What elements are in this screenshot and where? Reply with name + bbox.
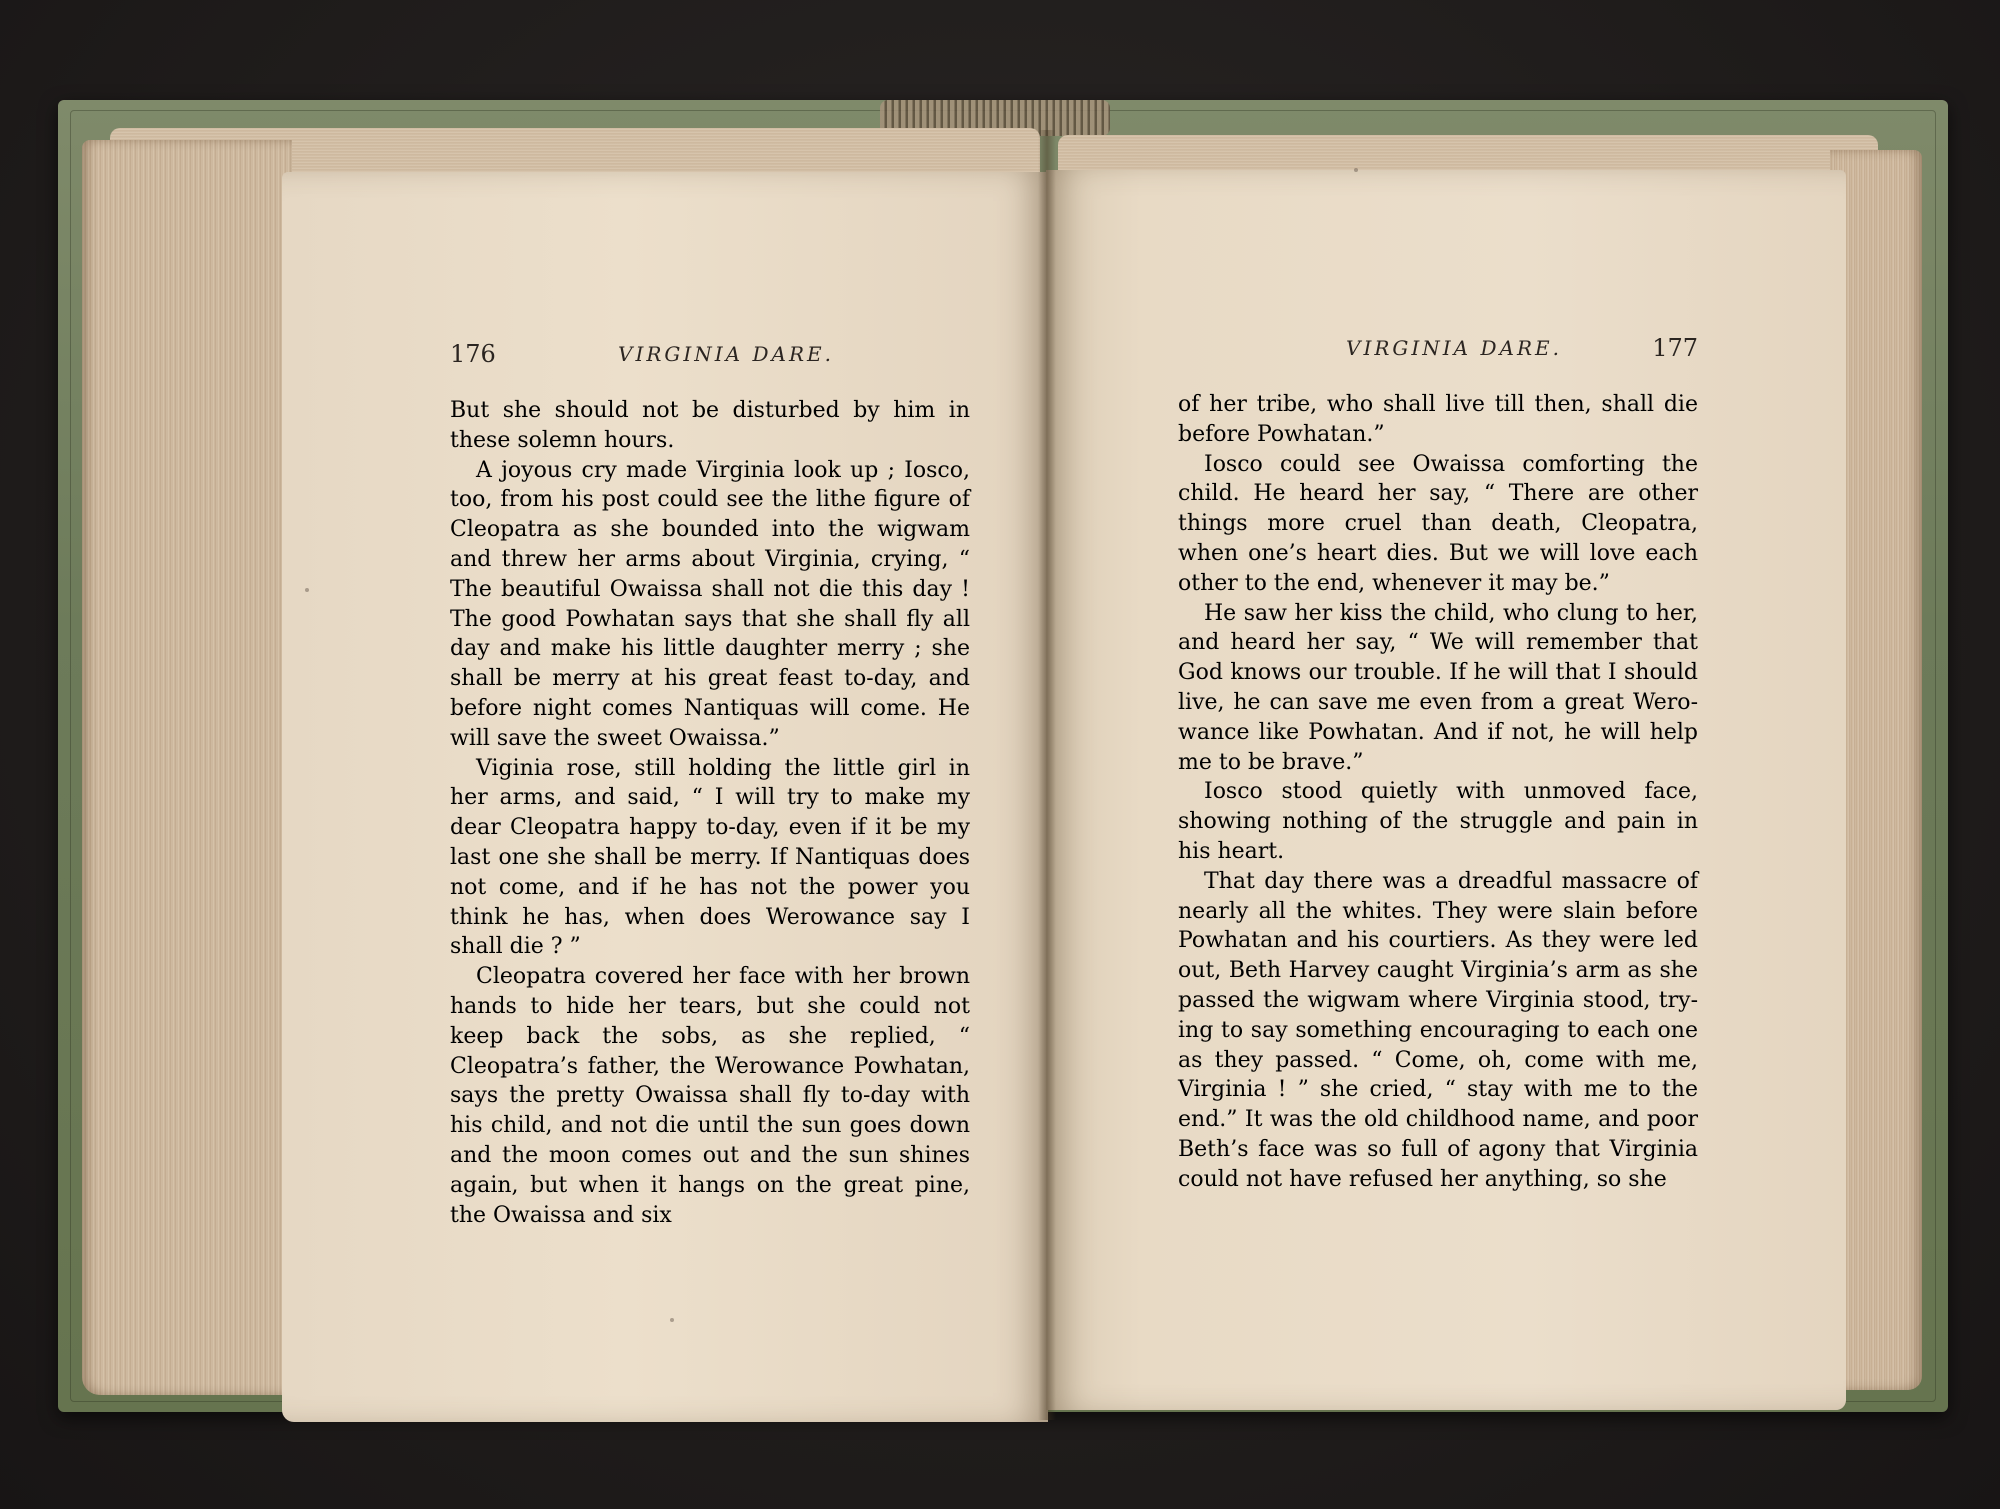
left-page-number: 176	[450, 340, 496, 368]
paragraph: Iosco stood quietly with unmoved face, showing nothing of the struggle and pain in his heart.	[1178, 779, 1698, 864]
right-page-number: 177	[1652, 334, 1698, 362]
paragraph: Iosco could see Owaissa comforting the child. He heard her say, “ There are other things more cruel than death, Cleopatra, when one’s heart dies. But we will love each other to the end, whenever it may be.”	[1178, 451, 1698, 596]
left-running-title: VIRGINIA DARE.	[618, 342, 834, 366]
paragraph: That day there was a dreadful massacre of nearly all the whites. They were slain before Powhatan and his courtiers. As they were led out, Beth Harvey caught Virginia’s arm as she passed the wigwam where Virginia stood, trying to say something encouraging to each one as they passed. “ Come, oh, come with me, Virginia ! ” she cried, “ stay with me to the end.” It was the old childhood name, and poor Beth’s face was so full of agony that Virginia could not have refused her anything, so she	[1178, 868, 1698, 1192]
left-page-block-fore-edge	[82, 140, 292, 1395]
paper-speck	[1354, 168, 1358, 172]
right-page-text	[1178, 390, 1698, 1195]
left-running-head	[450, 340, 970, 370]
right-running-title: VIRGINIA DARE.	[1346, 336, 1562, 360]
paragraph: of her tribe, who shall live till then, shall die before Powhatan.”	[1178, 392, 1698, 447]
left-page-text	[450, 396, 970, 1230]
paragraph: Viginia rose, still holding the little girl in her arms, and said, “ I will try to make my dear Cleopatra happy to-day, even if it be my last one she shall be merry. If Nantiquas does not come, and if he has not the power you think he has, when does Werowance say I shall die ? ”	[450, 755, 970, 960]
paper-speck	[670, 1318, 674, 1322]
book-gutter	[1038, 130, 1056, 1420]
paragraph: A joyous cry made Virginia look up ; Iosco, too, from his post could see the lithe figure of Cleopatra as she bounded into the wigwam and threw her arms about Virginia, crying, “ The beautiful Owaissa shall not die this day ! The good Powhatan says that she shall fly all day and make his little daughter merry ; she shall be merry at his great feast to-day, and before night comes Nantiquas will come. He will save the sweet Owaissa.”	[450, 457, 970, 751]
paragraph: He saw her kiss the child, who clung to her, and heard her say, “ We will remember that God knows our trouble. If he will that I should live, he can save me even from a great Werowance like Powhatan. And if not, he will help me to be brave.”	[1178, 600, 1698, 775]
paper-speck	[305, 588, 309, 592]
right-page-block-top-edge	[1058, 135, 1878, 175]
right-running-head	[1178, 334, 1698, 364]
paragraph: But she should not be disturbed by him in these solemn hours.	[450, 398, 970, 453]
paragraph: Cleopatra covered her face with her brown hands to hide her tears, but she could not keep back the sobs, as she replied, “ Cleopatra’s father, the Werowance Powhatan, says the pretty Owaissa shall fly to-day with his child, and not die until the sun goes down and the moon comes out and the sun shines again, but when it hangs on the great pine, the Owaissa and six	[450, 964, 970, 1228]
